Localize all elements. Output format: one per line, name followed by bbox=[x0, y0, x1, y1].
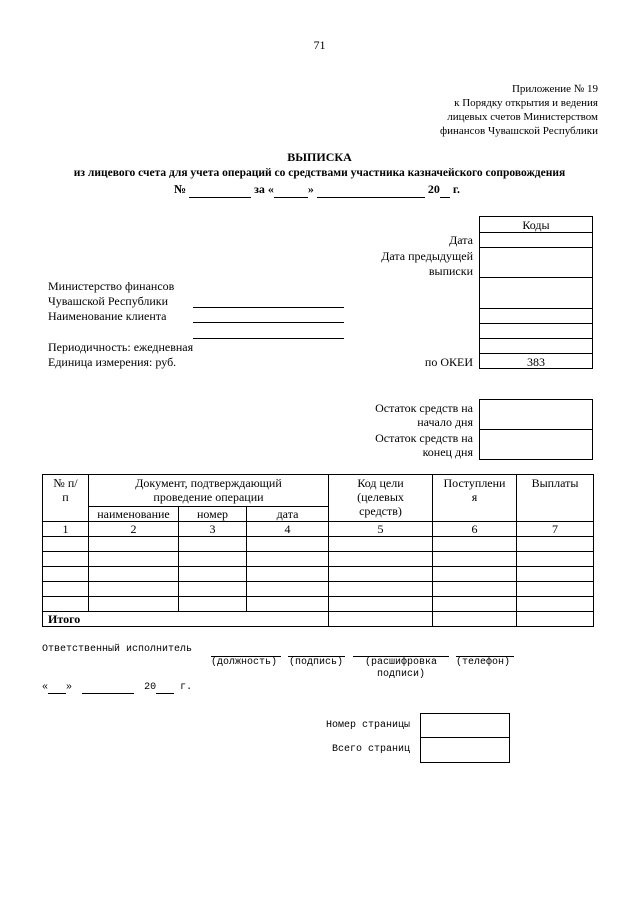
table-row bbox=[43, 582, 594, 597]
appendix-block bbox=[440, 82, 598, 138]
unit-label: Единица измерения: руб. bbox=[48, 355, 177, 369]
column-number-row bbox=[43, 522, 594, 537]
client-label: Наименование клиента bbox=[48, 309, 167, 323]
decoding-caption: (расшифровка подписи) bbox=[364, 657, 437, 680]
title-number-line bbox=[174, 182, 460, 198]
signature-caption: (подпись) bbox=[289, 657, 344, 668]
table-row bbox=[43, 552, 594, 567]
year-blank bbox=[440, 182, 450, 198]
col-number-4: 4 bbox=[247, 522, 329, 537]
document-subtitle: из лицевого счета для учета операций со средствами участника казначейского сопровождения bbox=[73, 167, 566, 179]
appendix-line-2: к Порядку открытия и ведения bbox=[454, 97, 598, 109]
header-doc-number: номер bbox=[179, 507, 247, 522]
header-doc-date: дата bbox=[247, 507, 329, 522]
executor-label: Ответственный исполнитель bbox=[42, 644, 193, 655]
balance-start-label: Остаток средств на начало дня bbox=[375, 401, 473, 429]
prev-date-label: Дата предыдущей выписки bbox=[381, 249, 473, 278]
signature-date-line: « » 20 г. bbox=[42, 682, 193, 693]
header-doc-name: наименование bbox=[89, 507, 179, 522]
header-document: Документ, подтверждающий проведение операции bbox=[89, 475, 329, 507]
col-number-2: 2 bbox=[89, 522, 179, 537]
ministry-line-2: Чувашской Республики bbox=[48, 294, 169, 308]
okei-label: по ОКЕИ bbox=[424, 355, 473, 369]
position-caption: (должность) bbox=[211, 657, 278, 668]
ministry-blank bbox=[193, 307, 344, 308]
year-prefix: 20 bbox=[427, 182, 440, 196]
col-number-5: 5 bbox=[329, 522, 433, 537]
periodicity-label: Периодичность: ежедневная bbox=[48, 340, 194, 354]
table-row bbox=[43, 537, 594, 552]
appendix-line-3: лицевых счетов Министерством bbox=[447, 111, 598, 123]
table-header-row-1 bbox=[43, 475, 594, 507]
appendix-line-1: Приложение № 19 bbox=[511, 83, 598, 95]
month-blank bbox=[317, 182, 425, 198]
year-suffix: г. bbox=[452, 182, 460, 196]
okei-code-value: 383 bbox=[527, 355, 545, 369]
codes-header: Коды bbox=[522, 218, 550, 232]
total-row bbox=[43, 612, 594, 627]
page-number: 71 bbox=[313, 38, 326, 52]
client-blank-2 bbox=[193, 338, 344, 339]
page-number-label: Номер страницы bbox=[325, 720, 410, 731]
number-prefix: № bbox=[174, 182, 187, 196]
client-blank-1 bbox=[193, 322, 344, 323]
date-label: Дата bbox=[449, 233, 473, 247]
table-row bbox=[43, 567, 594, 582]
header-num: № п/п bbox=[43, 475, 89, 522]
phone-caption: (телефон) bbox=[456, 657, 511, 668]
operations-table bbox=[42, 474, 594, 627]
page-count-box bbox=[420, 713, 510, 763]
codes-box bbox=[479, 216, 593, 369]
ministry-line-1: Министерство финансов bbox=[48, 279, 175, 293]
col-number-1: 1 bbox=[43, 522, 89, 537]
document-title: ВЫПИСКА bbox=[287, 150, 352, 164]
total-label: Итого bbox=[43, 612, 329, 627]
col-number-3: 3 bbox=[179, 522, 247, 537]
total-pages-label: Всего страниц bbox=[331, 744, 410, 755]
col-number-7: 7 bbox=[517, 522, 594, 537]
table-row bbox=[43, 597, 594, 612]
header-income: Поступлени я bbox=[433, 475, 517, 522]
date-prefix: за « bbox=[254, 182, 274, 196]
balance-end-label: Остаток средств на конец дня bbox=[375, 431, 473, 459]
date-mid: » bbox=[307, 182, 314, 196]
day-blank bbox=[274, 182, 308, 198]
header-payments: Выплаты bbox=[517, 475, 594, 522]
appendix-line-4: финансов Чувашской Республики bbox=[439, 125, 598, 137]
col-number-6: 6 bbox=[433, 522, 517, 537]
number-blank bbox=[189, 182, 251, 198]
header-purpose: Код цели (целевых средств) bbox=[329, 475, 433, 522]
